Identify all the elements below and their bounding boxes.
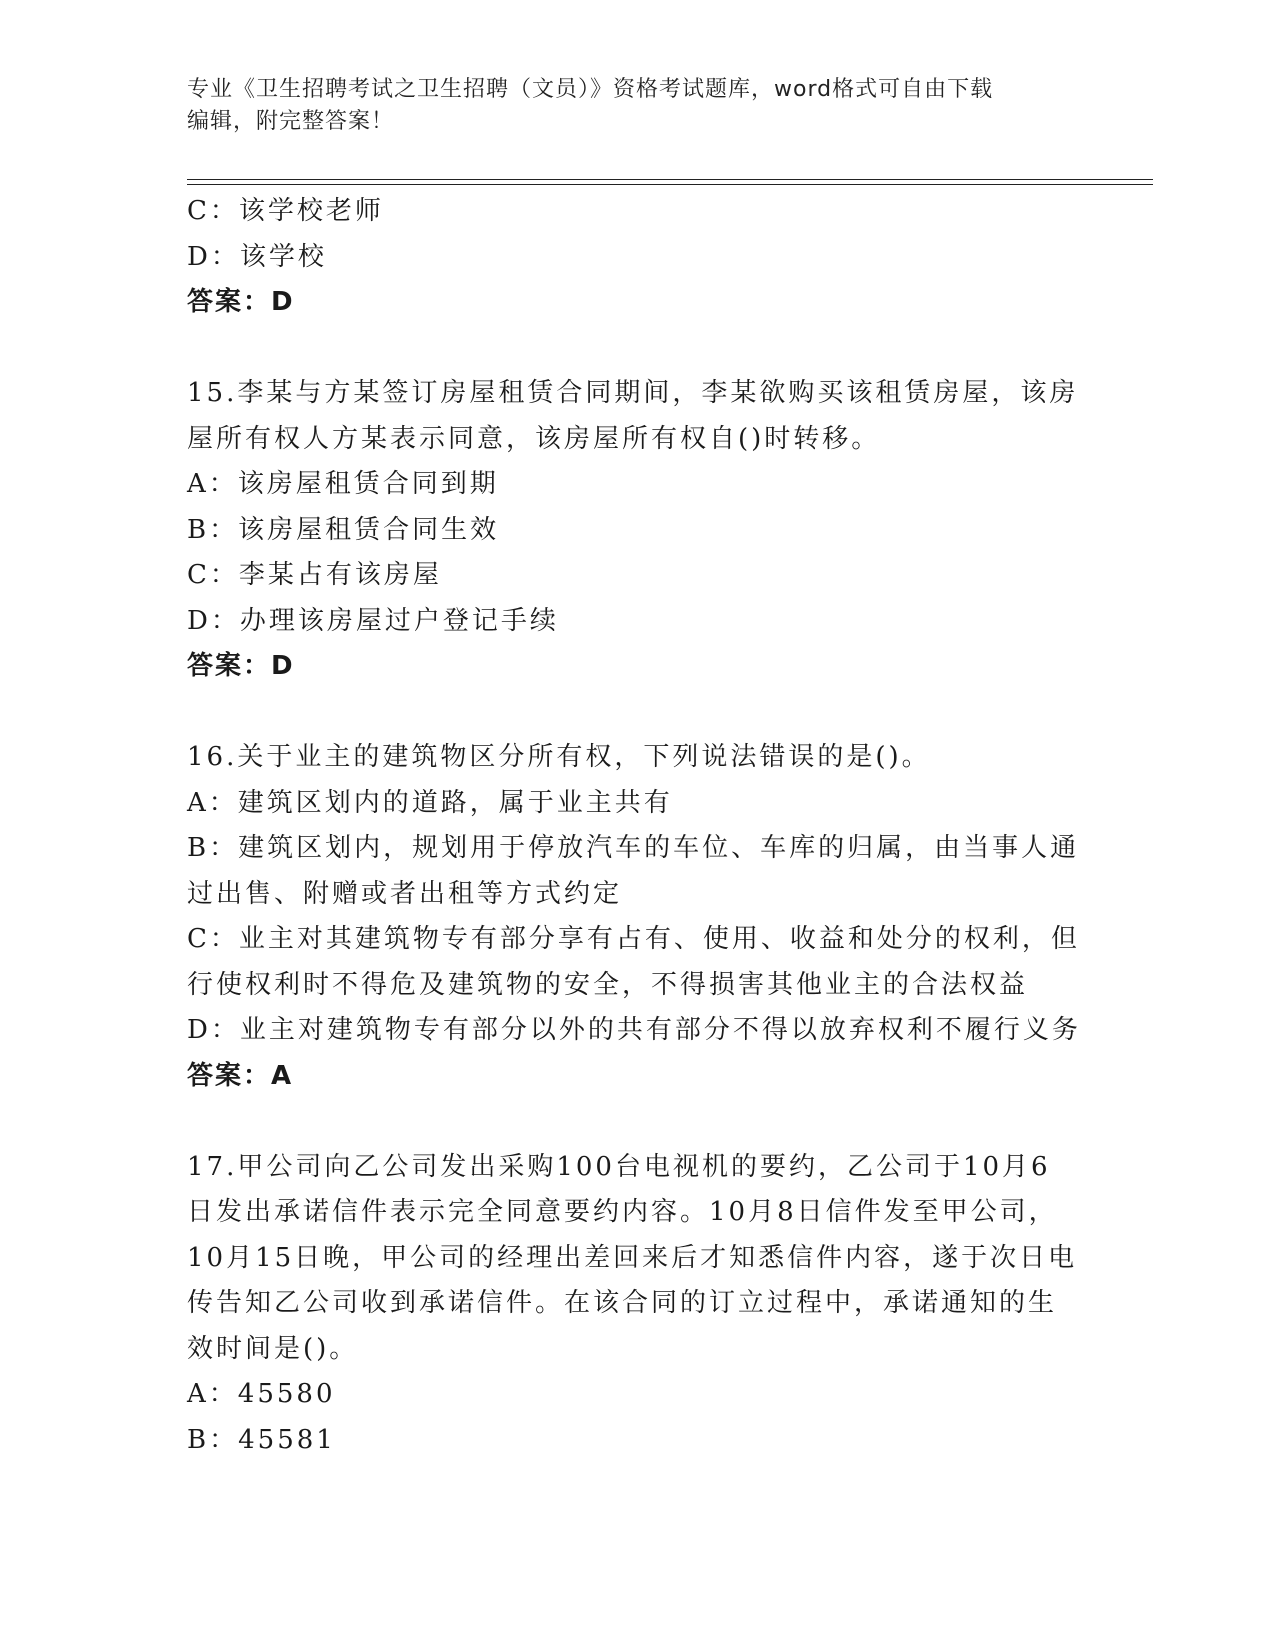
q16-option-a: A：建筑区划内的道路，属于业主共有 — [187, 787, 673, 818]
q15-option-d: D：办理该房屋过户登记手续 — [187, 605, 559, 636]
q17-stem-line-2: 日发出承诺信件表示完全同意要约内容。10月8日信件发至甲公司， — [187, 1197, 1058, 1227]
q15-option-b: B：该房屋租赁合同生效 — [187, 514, 500, 545]
q16-option-c-line-1: C：业主对其建筑物专有部分享有占有、使用、收益和处分的权利，但 — [187, 924, 1080, 954]
q14-answer: 答案：D — [187, 287, 295, 317]
q16-stem-line-1: 16.关于业主的建筑物区分所有权，下列说法错误的是()。 — [187, 742, 931, 772]
q17-stem-line-3: 10月15日晚，甲公司的经理出差回来后才知悉信件内容，遂于次日电 — [187, 1242, 1078, 1273]
q17-stem-line-1: 17.甲公司向乙公司发出采购100台电视机的要约，乙公司于10月6 — [187, 1151, 1051, 1182]
q14-option-d: D：该学校 — [187, 241, 327, 272]
spacer — [187, 690, 1087, 736]
question-16 — [187, 735, 1087, 1099]
question-17 — [187, 1145, 1087, 1464]
q17-stem-line-5: 效时间是()。 — [187, 1333, 359, 1364]
q14-option-c: C：该学校老师 — [187, 196, 384, 226]
q15-option-a: A：该房屋租赁合同到期 — [187, 469, 499, 499]
question-content — [187, 189, 1087, 1463]
spacer — [187, 1099, 1087, 1145]
q15-stem-line-1: 15.李某与方某签订房屋租赁合同期间，李某欲购买该租赁房屋，该房 — [187, 378, 1079, 408]
q16-option-c-line-2: 行使权利时不得危及建筑物的安全，不得损害其他业主的合法权益 — [187, 969, 1029, 1000]
q15-stem-line-2: 屋所有权人方某表示同意，该房屋所有权自()时转移。 — [187, 423, 881, 454]
header-divider-top — [187, 179, 1153, 180]
question-14-tail — [187, 189, 1087, 326]
header-divider-bottom — [187, 184, 1153, 185]
q16-option-b-line-1: B：建筑区划内，规划用于停放汽车的车位、车库的归属，由当事人通 — [187, 833, 1080, 863]
header-line-1: 专业《卫生招聘考试之卫生招聘（文员）》资格考试题库，word格式可自由下载 — [187, 77, 994, 102]
q15-answer: 答案：D — [187, 651, 295, 681]
q17-option-a: A：45580 — [187, 1379, 336, 1409]
spacer — [187, 326, 1087, 372]
q17-option-b: B：45581 — [187, 1424, 336, 1455]
q16-option-d: D：业主对建筑物专有部分以外的共有部分不得以放弃权利不履行义务 — [187, 1015, 1081, 1045]
q15-option-c: C：李某占有该房屋 — [187, 560, 442, 590]
page-header — [187, 74, 1087, 138]
q17-stem-line-4: 传告知乙公司收到承诺信件。在该合同的订立过程中，承诺通知的生 — [187, 1288, 1058, 1318]
question-15 — [187, 371, 1087, 690]
header-line-2: 编辑，附完整答案！ — [187, 109, 395, 134]
q16-answer: 答案：A — [187, 1060, 294, 1091]
q16-option-b-line-2: 过出售、附赠或者出租等方式约定 — [187, 878, 623, 909]
